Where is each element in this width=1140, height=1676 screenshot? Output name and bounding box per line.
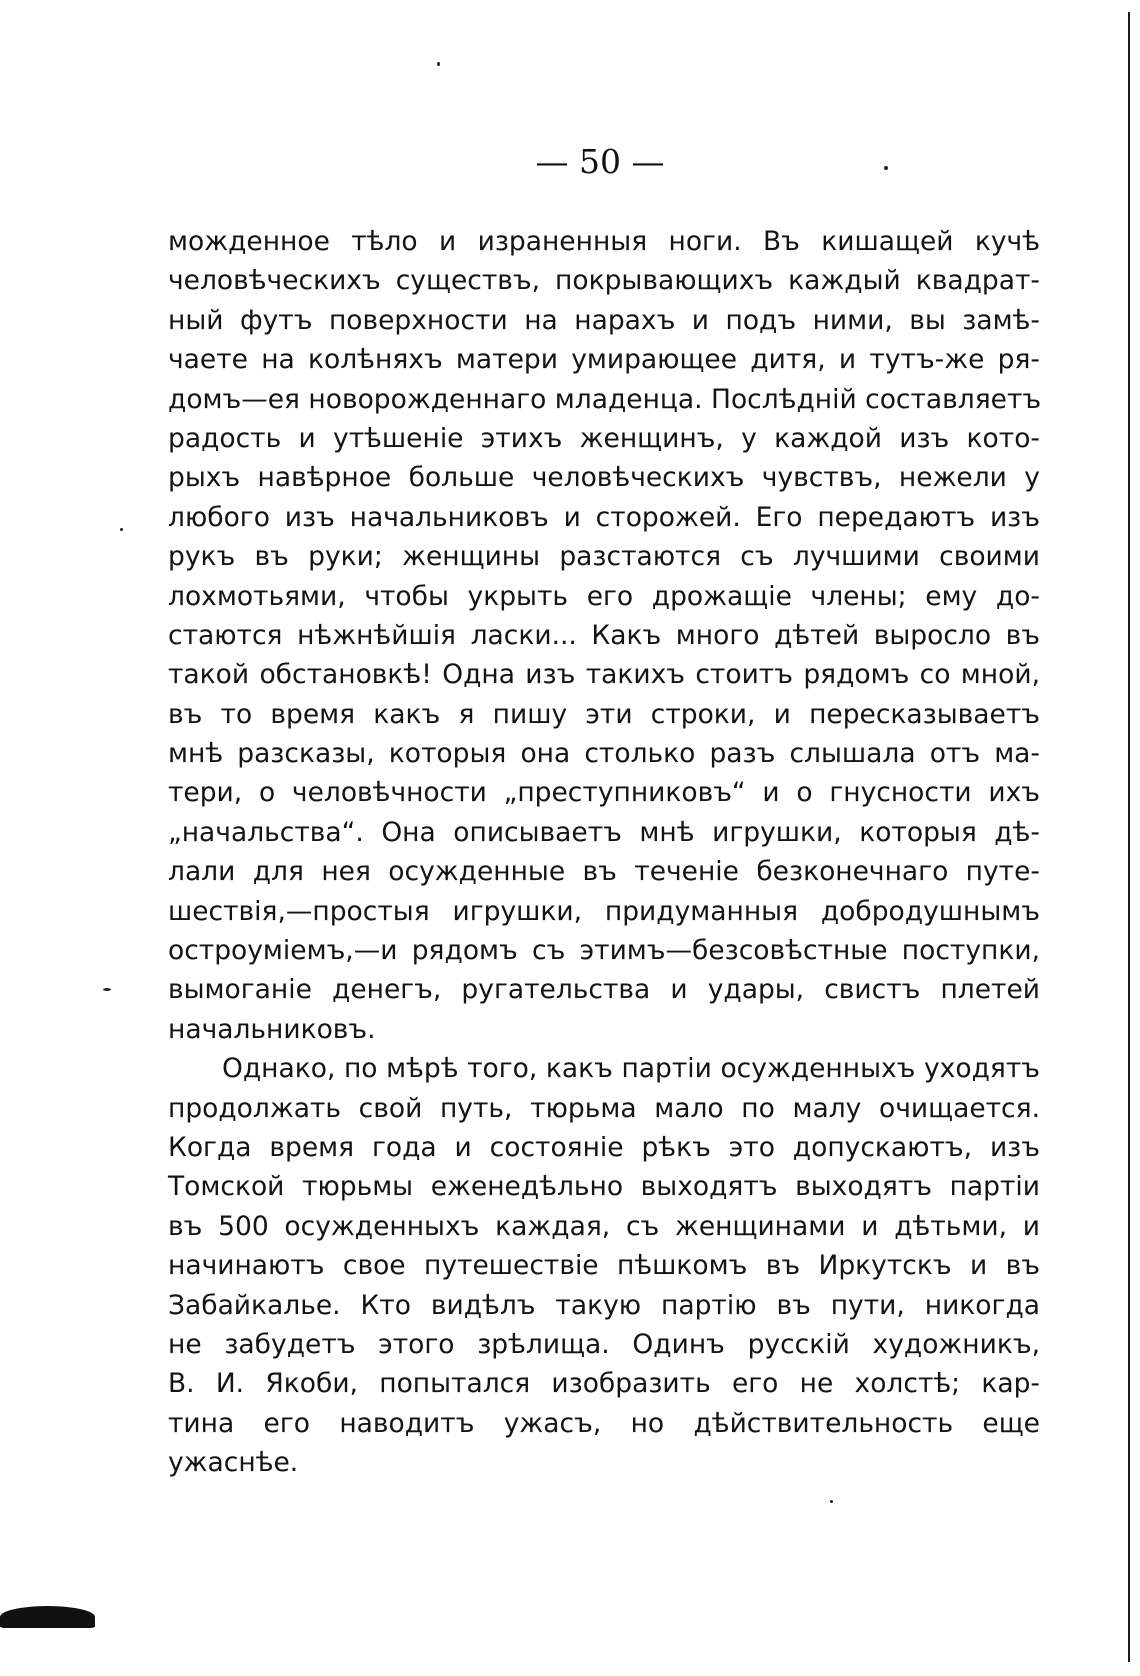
text-line: ный футъ поверхности на нарахъ и подъ ними, вы замѣ- <box>168 304 1040 336</box>
text-line: лохмотьями, чтобы укрыть его дрожащіе члены; ему до- <box>168 580 1040 612</box>
text-line: не забудетъ этого зрѣлища. Одинъ русскій художникъ, <box>168 1328 1040 1360</box>
speck <box>830 1500 833 1503</box>
text-line: рукъ въ руки; женщины разстаются съ лучшими своими <box>168 541 1040 573</box>
text-line: остроуміемъ,—и рядомъ съ этимъ—безсовѣстные поступки, <box>168 935 1040 967</box>
text-line: В. И. Якоби, попытался изобразить его не холстѣ; кар- <box>168 1368 1040 1400</box>
speck <box>437 62 440 66</box>
text-line: шествія,—простыя игрушки, придуманныя добродушнымъ <box>168 895 1040 927</box>
page-edge-line <box>1128 12 1130 1662</box>
text-line: ужаснѣе. <box>168 1447 299 1479</box>
ink-smudge <box>0 1606 95 1628</box>
text-line: въ 500 осужденныхъ каждая, съ женщинами и дѣтьми, и <box>168 1210 1040 1242</box>
speck <box>103 988 111 991</box>
text-line: лали для нея осужденные въ теченіе безконечнаго путе- <box>168 856 1040 888</box>
body-text <box>168 222 1040 1483</box>
text-line: мнѣ разсказы, которыя она столько разъ слышала отъ ма- <box>168 738 1040 770</box>
page-number: — 50 — <box>535 142 665 181</box>
paragraph <box>168 222 1040 1049</box>
text-line: вымоганіе денегъ, ругательства и удары, свистъ плетей <box>168 974 1040 1006</box>
text-line: человѣческихъ существъ, покрывающихъ каждый квадрат- <box>168 265 1040 297</box>
text-line: тери, о человѣчности „преступниковъ“ и о гнусности ихъ <box>168 777 1040 809</box>
text-line: Когда время года и состояніе рѣкъ это допускаютъ, изъ <box>168 1131 1040 1163</box>
text-line: радость и утѣшеніе этихъ женщинъ, у каждой изъ кото- <box>168 422 1040 454</box>
text-line: Томской тюрьмы еженедѣльно выходятъ выходятъ партіи <box>168 1171 1040 1203</box>
text-line: въ то время какъ я пишу эти строки, и пересказываетъ <box>168 698 1040 730</box>
text-line: стаются нѣжнѣйшія ласки... Какъ много дѣтей выросло въ <box>168 619 1040 651</box>
text-line: Забайкалье. Кто видѣлъ такую партію въ пути, никогда <box>168 1289 1040 1321</box>
text-line: продолжать свой путь, тюрьма мало по малу очищается. <box>168 1092 1040 1124</box>
text-line: можденное тѣло и израненныя ноги. Въ кишащей кучѣ <box>168 226 1040 257</box>
text-line: тина его наводитъ ужасъ, но дѣйствительность еще <box>168 1407 1040 1439</box>
text-line: чаете на колѣняхъ матери умирающее дитя, и тутъ-же ря- <box>168 344 1040 376</box>
text-line: начальниковъ. <box>168 1013 376 1045</box>
text-line: такой обстановкѣ! Одна изъ такихъ стоитъ рядомъ со мной, <box>168 659 1040 691</box>
text-line: рыхъ навѣрное больше человѣческихъ чувствъ, нежели у <box>168 462 1040 494</box>
text-line: любого изъ начальниковъ и сторожей. Его передаютъ изъ <box>168 501 1040 533</box>
text-line: Однако, по мѣрѣ того, какъ партіи осужденныхъ уходятъ <box>222 1053 1040 1085</box>
text-line: начинаютъ свое путешествіе пѣшкомъ въ Иркутскъ и въ <box>168 1250 1040 1282</box>
paragraph <box>168 1049 1040 1482</box>
speck <box>120 528 123 531</box>
text-line: домъ—ея новорожденнаго младенца. Послѣдній составляетъ <box>168 383 1042 415</box>
text-line: „начальства“. Она описываетъ мнѣ игрушки, которыя дѣ- <box>168 816 1040 848</box>
